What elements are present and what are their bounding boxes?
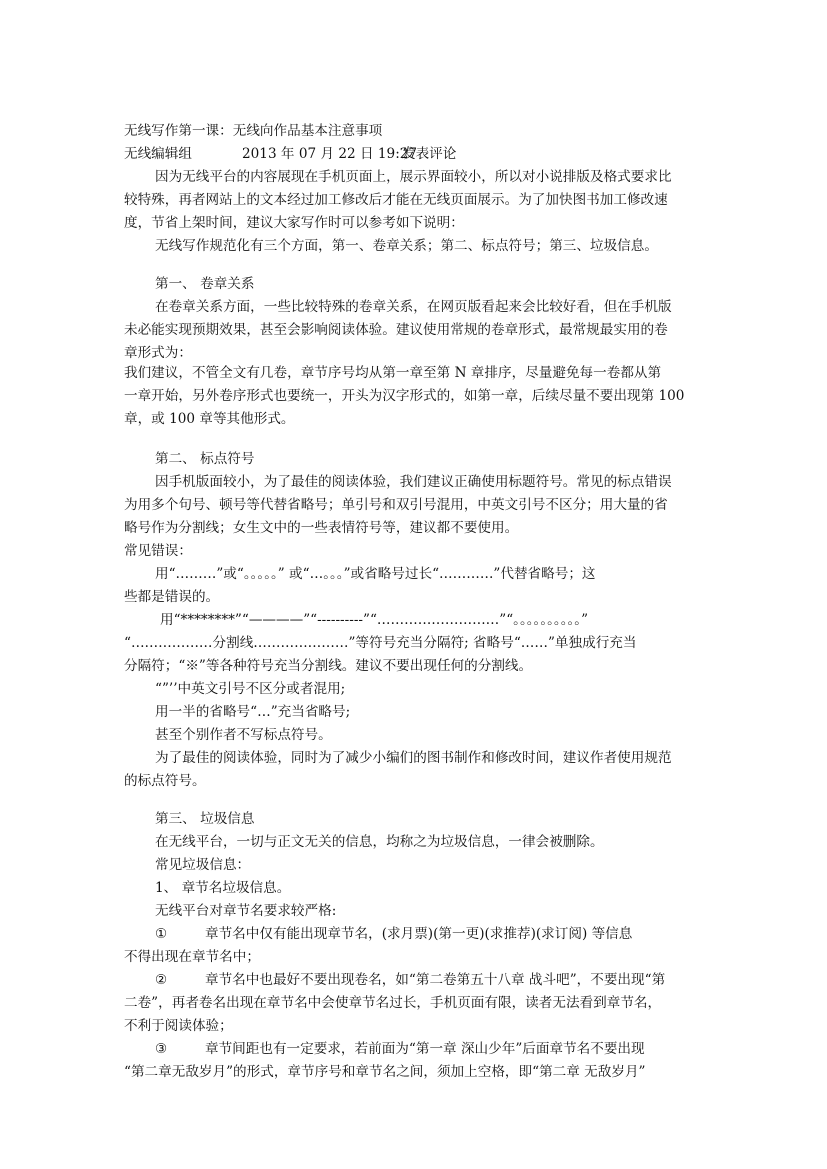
paragraph-line: 用“********”“————”“----------”“………………………”“。。。。。。。。。。” xyxy=(160,612,589,628)
numbered-item xyxy=(155,969,735,992)
paragraph-line: 略号作为分割线；女生文中的一些表情符号等，建议都不要使用。 xyxy=(124,520,519,536)
paragraph-line: 常见垃圾信息： xyxy=(155,857,251,873)
paragraph-line: 在卷章关系方面，一些比较特殊的卷章关系，在网页版看起来会比较好看，但在手机版 xyxy=(155,299,672,315)
item-text: 章节名中仅有能出现章节名，(求月票)(第一更)(求推荐)(求订阅) 等信息 xyxy=(205,926,633,942)
paragraph-line: “”’’中英文引号不区分或者混用; xyxy=(155,681,346,697)
paragraph-line: 无线平台对章节名要求较严格: xyxy=(155,903,337,919)
item-marker: ② xyxy=(155,972,168,988)
paragraph-line: 未必能实现预期效果，甚至会影响阅读体验。建议使用常规的卷章形式，最常规最实用的卷 xyxy=(124,322,668,338)
paragraph-line: 二卷”，再者卷名出现在章节名中会使章节名过长，手机页面有限，读者无法看到章节名， xyxy=(124,995,662,1011)
paragraph-line: 不得出现在章节名中； xyxy=(124,949,260,965)
paragraph-line: 甚至个别作者不写标点符号。 xyxy=(155,727,332,743)
paragraph-line: 为用多个句号、顿号等代替省略号；单引号和双引号混用，中英文引号不区分；用大量的省 xyxy=(124,497,668,513)
post-datetime: 2013 年 07 月 22 日 19:27 xyxy=(242,146,418,162)
paragraph-line: 度，节省上架时间，建议大家写作时可以参考如下说明： xyxy=(124,215,464,231)
document-title: 无线写作第一课：无线向作品基本注意事项 xyxy=(124,123,383,139)
paragraph-line: 用一半的省略号“…”充当省略号; xyxy=(155,704,351,720)
numbered-item xyxy=(155,1038,735,1061)
numbered-item xyxy=(155,923,735,946)
paragraph-line: 章形式为： xyxy=(124,345,192,361)
paragraph-line: 无线写作规范化有三个方面，第一、卷章关系；第二、标点符号；第三、垃圾信息。 xyxy=(155,238,658,254)
paragraph-line: 的标点符号。 xyxy=(124,773,206,789)
paragraph-line: 因为无线平台的内容展现在手机页面上，展示界面较小，所以对小说排版及格式要求比 xyxy=(155,169,672,185)
paragraph-line: “………………分割线…………………”等符号充当分隔符; 省略号“……”单独成行充当 xyxy=(124,635,637,651)
comment-link[interactable]: 发表评论 xyxy=(402,146,457,162)
paragraph-line: “第二章无敌岁月”的形式，章节序号和章节名之间，须加上空格，即“第二章 无敌岁月” xyxy=(124,1064,646,1080)
section-heading: 第一、 卷章关系 xyxy=(155,276,255,292)
section-heading: 第三、 垃圾信息 xyxy=(155,811,255,827)
section-heading: 第二、 标点符号 xyxy=(155,451,255,467)
paragraph-line: 些都是错误的。 xyxy=(124,589,220,605)
paragraph-line: 分隔符；“※”等各种符号充当分割线。建议不要出现任何的分割线。 xyxy=(124,658,533,674)
post-meta xyxy=(124,143,704,166)
paragraph-line: 因手机版面较小，为了最佳的阅读体验，我们建议正确使用标题符号。常见的标点错误 xyxy=(155,474,672,490)
paragraph-line: 我们建议，不管全文有几卷，章节序号均从第一章至第 N 章排序，尽量避免每一卷都从第 xyxy=(124,365,662,381)
paragraph-line: 一章开始，另外卷序形式也要统一，开头为汉字形式的，如第一章，后续尽量不要出现第 100 xyxy=(124,388,685,404)
paragraph-line: 1、 章节名垃圾信息。 xyxy=(155,880,291,896)
author: 无线编辑组 xyxy=(124,146,192,162)
paragraph-line: 章，或 100 章等其他形式。 xyxy=(124,411,295,427)
paragraph-line: 不利于阅读体验； xyxy=(124,1018,233,1034)
item-text: 章节名中也最好不要出现卷名，如“第二卷第五十八章 战斗吧”，不要出现“第 xyxy=(205,972,666,988)
paragraph-line: 为了最佳的阅读体验，同时为了减少小编们的图书制作和修改时间，建议作者使用规范 xyxy=(155,750,672,766)
item-text: 章节间距也有一定要求，若前面为“第一章 深山少年”后面章节名不要出现 xyxy=(205,1041,645,1057)
paragraph-line: 较特殊，再者网站上的文本经过加工修改后才能在无线页面展示。为了加快图书加工修改速 xyxy=(124,192,668,208)
item-marker: ① xyxy=(155,926,168,942)
paragraph-line: 用“………”或“。。。。。” 或“…。。。”或省略号过长“…………”代替省略号；这 xyxy=(155,566,596,582)
paragraph-line: 常见错误： xyxy=(124,543,192,559)
paragraph-line: 在无线平台，一切与正文无关的信息，均称之为垃圾信息，一律会被删除。 xyxy=(155,834,604,850)
item-marker: ③ xyxy=(155,1041,168,1057)
